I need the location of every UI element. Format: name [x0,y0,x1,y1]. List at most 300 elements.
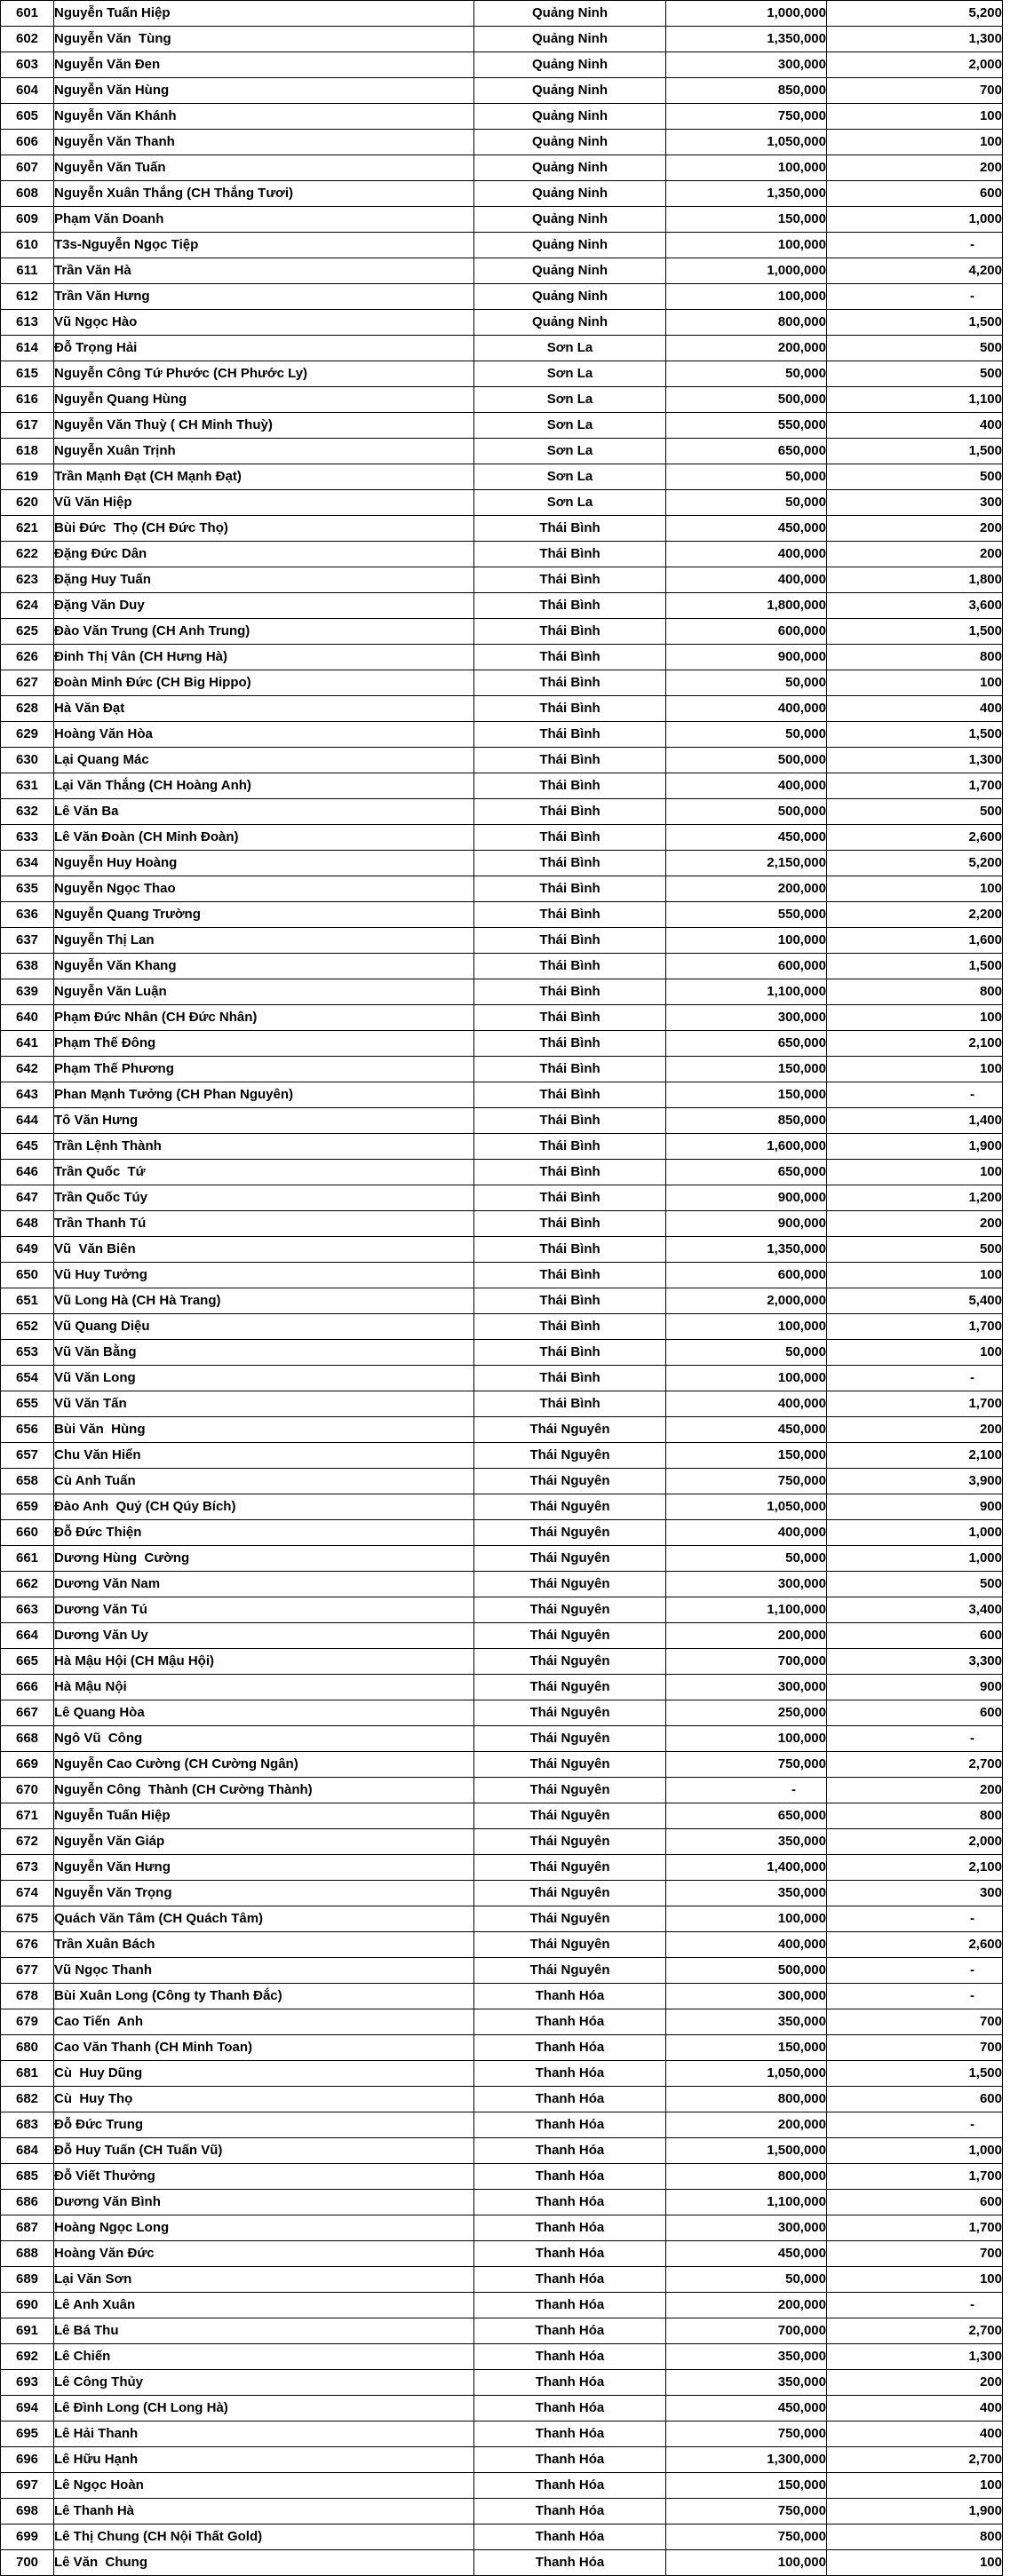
amount-cell: 600,000 [666,954,827,979]
table-row [1,52,1003,78]
amount-cell: 100,000 [666,155,827,181]
table-row [1,516,1003,542]
row-number-cell: 643 [1,1082,54,1108]
province-cell: Thái Bình [474,1366,666,1391]
table-row [1,1984,1003,2009]
name-cell: Phạm Thế Đông [54,1031,474,1057]
table-row [1,1803,1003,1829]
amount-cell: 350,000 [666,1881,827,1906]
name-cell: Lại Văn Thắng (CH Hoàng Anh) [54,773,474,799]
amount-cell: 150,000 [666,207,827,233]
secondary-amount-cell: 200 [827,1778,1003,1803]
amount-cell: 1,500,000 [666,2138,827,2164]
amount-cell: 300,000 [666,52,827,78]
province-cell: Thái Bình [474,902,666,928]
row-number-cell: 652 [1,1314,54,1340]
name-cell: Lê Thị Chung (CH Nội Thất Gold) [54,2524,474,2550]
name-cell: Lê Đình Long (CH Long Hà) [54,2396,474,2421]
amount-cell: 1,600,000 [666,1134,827,1160]
secondary-amount-cell: 100 [827,1263,1003,1288]
row-number-cell: 685 [1,2164,54,2190]
row-number-cell: 611 [1,258,54,284]
secondary-amount-cell: 700 [827,78,1003,104]
amount-cell: 50,000 [666,1546,827,1572]
province-cell: Thái Bình [474,619,666,645]
amount-cell: 300,000 [666,1675,827,1700]
amount-cell: 100,000 [666,1366,827,1391]
table-row [1,876,1003,902]
secondary-amount-cell: 100 [827,876,1003,902]
row-number-cell: 669 [1,1752,54,1778]
row-number-cell: 618 [1,439,54,464]
name-cell: Vũ Văn Hiệp [54,490,474,516]
name-cell: Phạm Thế Phương [54,1057,474,1082]
row-number-cell: 651 [1,1288,54,1314]
province-cell: Thái Nguyên [474,1932,666,1958]
amount-cell: 150,000 [666,2035,827,2061]
secondary-amount-cell: 4,200 [827,258,1003,284]
amount-cell: 50,000 [666,490,827,516]
name-cell: Vũ Văn Tấn [54,1391,474,1417]
row-number-cell: 655 [1,1391,54,1417]
secondary-amount-cell: 1,700 [827,1391,1003,1417]
row-number-cell: 644 [1,1108,54,1134]
province-cell: Thái Bình [474,1391,666,1417]
table-row [1,439,1003,464]
table-row [1,2164,1003,2190]
province-cell: Quảng Ninh [474,27,666,52]
name-cell: Hà Mậu Hội (CH Mậu Hội) [54,1649,474,1675]
province-cell: Thái Bình [474,670,666,696]
name-cell: Lê Văn Ba [54,799,474,825]
row-number-cell: 623 [1,567,54,593]
amount-cell: 750,000 [666,104,827,130]
secondary-amount-cell: 5,200 [827,851,1003,876]
amount-cell: 100,000 [666,1314,827,1340]
table-row [1,2499,1003,2524]
secondary-amount-cell: 100 [827,1160,1003,1185]
row-number-cell: 609 [1,207,54,233]
table-row [1,1675,1003,1700]
province-cell: Thái Nguyên [474,1546,666,1572]
name-cell: Vũ Ngọc Hào [54,310,474,336]
table-row [1,1520,1003,1546]
row-number-cell: 613 [1,310,54,336]
amount-cell: 1,350,000 [666,1237,827,1263]
name-cell: Nguyễn Tuấn Hiệp [54,1803,474,1829]
name-cell: Đặng Huy Tuấn [54,567,474,593]
amount-cell: 300,000 [666,1572,827,1597]
province-cell: Thái Bình [474,851,666,876]
name-cell: Chu Văn Hiển [54,1443,474,1469]
amount-cell: 150,000 [666,1057,827,1082]
province-cell: Thanh Hóa [474,2473,666,2499]
row-number-cell: 604 [1,78,54,104]
row-number-cell: 641 [1,1031,54,1057]
name-cell: Vũ Văn Biên [54,1237,474,1263]
amount-cell: 1,100,000 [666,979,827,1005]
name-cell: Bùi Xuân Long (Công ty Thanh Đắc) [54,1984,474,2009]
name-cell: Lê Công Thủy [54,2370,474,2396]
table-row [1,619,1003,645]
name-cell: Hoàng Văn Đức [54,2241,474,2267]
row-number-cell: 693 [1,2370,54,2396]
row-number-cell: 620 [1,490,54,516]
name-cell: Nguyễn Văn Hùng [54,78,474,104]
table-row [1,593,1003,619]
amount-cell: - [666,1778,827,1803]
province-cell: Thanh Hóa [474,2524,666,2550]
secondary-amount-cell: - [827,1082,1003,1108]
table-row [1,748,1003,773]
secondary-amount-cell: 2,100 [827,1443,1003,1469]
table-row [1,2293,1003,2318]
row-number-cell: 619 [1,464,54,490]
table-row [1,336,1003,361]
table-row [1,567,1003,593]
province-cell: Sơn La [474,413,666,439]
province-cell: Thái Nguyên [474,1572,666,1597]
row-number-cell: 637 [1,928,54,954]
row-number-cell: 700 [1,2550,54,2576]
name-cell: Nguyễn Xuân Thắng (CH Thắng Tươi) [54,181,474,207]
table-row [1,207,1003,233]
name-cell: Hoàng Văn Hòa [54,722,474,748]
province-cell: Thái Nguyên [474,1855,666,1881]
secondary-amount-cell: 1,800 [827,567,1003,593]
name-cell: Trần Quốc Túy [54,1185,474,1211]
province-cell: Thanh Hóa [474,2318,666,2344]
secondary-amount-cell: 600 [827,2087,1003,2112]
province-cell: Thái Nguyên [474,1829,666,1855]
secondary-amount-cell: 2,000 [827,52,1003,78]
secondary-amount-cell: 1,100 [827,387,1003,413]
secondary-amount-cell: 5,400 [827,1288,1003,1314]
table-row [1,1108,1003,1134]
secondary-amount-cell: 1,500 [827,722,1003,748]
row-number-cell: 675 [1,1906,54,1932]
secondary-amount-cell: 2,000 [827,1829,1003,1855]
province-cell: Thái Nguyên [474,1597,666,1623]
name-cell: Nguyễn Công Tứ Phước (CH Phước Ly) [54,361,474,387]
name-cell: Cù Huy Dũng [54,2061,474,2087]
table-row [1,954,1003,979]
amount-cell: 100,000 [666,233,827,258]
name-cell: T3s-Nguyễn Ngọc Tiệp [54,233,474,258]
secondary-amount-cell: 2,700 [827,1752,1003,1778]
secondary-amount-cell: 600 [827,1700,1003,1726]
amount-cell: 50,000 [666,2267,827,2293]
table-row [1,1469,1003,1494]
amount-cell: 800,000 [666,2164,827,2190]
province-cell: Sơn La [474,439,666,464]
province-cell: Thái Nguyên [474,1649,666,1675]
province-cell: Thái Bình [474,1340,666,1366]
secondary-amount-cell: 500 [827,799,1003,825]
table-row [1,464,1003,490]
amount-cell: 500,000 [666,799,827,825]
secondary-amount-cell: - [827,1366,1003,1391]
secondary-amount-cell: 600 [827,181,1003,207]
amount-cell: 100,000 [666,1726,827,1752]
province-cell: Thanh Hóa [474,2164,666,2190]
province-cell: Thanh Hóa [474,2447,666,2473]
name-cell: Trần Văn Hưng [54,284,474,310]
amount-cell: 50,000 [666,722,827,748]
name-cell: Nguyễn Thị Lan [54,928,474,954]
name-cell: Nguyễn Tuấn Hiệp [54,1,474,27]
name-cell: Vũ Văn Bằng [54,1340,474,1366]
province-cell: Thanh Hóa [474,2396,666,2421]
table-row [1,155,1003,181]
table-row [1,1,1003,27]
amount-cell: 100,000 [666,1906,827,1932]
amount-cell: 500,000 [666,1958,827,1984]
province-cell: Thanh Hóa [474,2344,666,2370]
name-cell: Bùi Đức Thọ (CH Đức Thọ) [54,516,474,542]
secondary-amount-cell: 500 [827,336,1003,361]
row-number-cell: 628 [1,696,54,722]
province-cell: Thanh Hóa [474,2061,666,2087]
secondary-amount-cell: 500 [827,1572,1003,1597]
row-number-cell: 689 [1,2267,54,2293]
table-row [1,233,1003,258]
table-row [1,1237,1003,1263]
secondary-amount-cell: 1,000 [827,207,1003,233]
table-row [1,1726,1003,1752]
table-row [1,696,1003,722]
amount-cell: 650,000 [666,1803,827,1829]
name-cell: Lê Anh Xuân [54,2293,474,2318]
secondary-amount-cell: 2,700 [827,2447,1003,2473]
amount-cell: 850,000 [666,78,827,104]
province-cell: Thái Bình [474,1288,666,1314]
secondary-amount-cell: - [827,284,1003,310]
row-number-cell: 682 [1,2087,54,2112]
row-number-cell: 688 [1,2241,54,2267]
row-number-cell: 664 [1,1623,54,1649]
row-number-cell: 680 [1,2035,54,2061]
amount-cell: 700,000 [666,2318,827,2344]
secondary-amount-cell: 1,300 [827,748,1003,773]
secondary-amount-cell: 200 [827,155,1003,181]
table-row [1,27,1003,52]
amount-cell: 500,000 [666,748,827,773]
name-cell: Nguyễn Quang Hùng [54,387,474,413]
name-cell: Phạm Văn Doanh [54,207,474,233]
province-cell: Thanh Hóa [474,2267,666,2293]
secondary-amount-cell: 300 [827,1881,1003,1906]
province-cell: Thái Bình [474,516,666,542]
amount-cell: 200,000 [666,1623,827,1649]
name-cell: Đỗ Trọng Hải [54,336,474,361]
row-number-cell: 635 [1,876,54,902]
table-row [1,2112,1003,2138]
name-cell: Hà Mậu Nội [54,1675,474,1700]
secondary-amount-cell: 500 [827,361,1003,387]
row-number-cell: 648 [1,1211,54,1237]
table-row [1,1340,1003,1366]
secondary-amount-cell: 900 [827,1494,1003,1520]
secondary-amount-cell: 300 [827,490,1003,516]
province-cell: Thái Nguyên [474,1417,666,1443]
row-number-cell: 661 [1,1546,54,1572]
row-number-cell: 642 [1,1057,54,1082]
row-number-cell: 671 [1,1803,54,1829]
secondary-amount-cell: 3,900 [827,1469,1003,1494]
name-cell: Nguyễn Văn Tùng [54,27,474,52]
name-cell: Lại Văn Sơn [54,2267,474,2293]
secondary-amount-cell: 3,300 [827,1649,1003,1675]
table-row [1,1005,1003,1031]
amount-cell: 550,000 [666,902,827,928]
amount-cell: 1,050,000 [666,1494,827,1520]
name-cell: Trần Xuân Bách [54,1932,474,1958]
table-row [1,1829,1003,1855]
province-cell: Thái Bình [474,1211,666,1237]
province-cell: Thái Bình [474,645,666,670]
province-cell: Thái Nguyên [474,1881,666,1906]
province-cell: Sơn La [474,361,666,387]
amount-cell: 100,000 [666,284,827,310]
secondary-amount-cell: 500 [827,1237,1003,1263]
province-cell: Thái Bình [474,1263,666,1288]
province-cell: Thái Bình [474,773,666,799]
table-row [1,1700,1003,1726]
row-number-cell: 629 [1,722,54,748]
amount-cell: 400,000 [666,567,827,593]
row-number-cell: 665 [1,1649,54,1675]
name-cell: Nguyễn Huy Hoàng [54,851,474,876]
row-number-cell: 631 [1,773,54,799]
name-cell: Lê Hải Thanh [54,2421,474,2447]
amount-cell: 50,000 [666,464,827,490]
name-cell: Lê Văn Đoàn (CH Minh Đoàn) [54,825,474,851]
name-cell: Vũ Ngọc Thanh [54,1958,474,1984]
name-cell: Cao Văn Thanh (CH Minh Toan) [54,2035,474,2061]
secondary-amount-cell: 3,600 [827,593,1003,619]
row-number-cell: 676 [1,1932,54,1958]
province-cell: Thái Bình [474,748,666,773]
name-cell: Phạm Đức Nhân (CH Đức Nhân) [54,1005,474,1031]
row-number-cell: 616 [1,387,54,413]
table-row [1,387,1003,413]
province-cell: Thanh Hóa [474,2499,666,2524]
amount-cell: 450,000 [666,2396,827,2421]
name-cell: Dương Văn Tú [54,1597,474,1623]
table-row [1,2344,1003,2370]
name-cell: Lê Quang Hòa [54,1700,474,1726]
name-cell: Nguyễn Văn Khánh [54,104,474,130]
province-cell: Thanh Hóa [474,2550,666,2576]
name-cell: Phan Mạnh Tưởng (CH Phan Nguyên) [54,1082,474,1108]
secondary-amount-cell: 400 [827,2421,1003,2447]
table-row [1,2138,1003,2164]
secondary-amount-cell: 5,200 [827,1,1003,27]
province-cell: Thanh Hóa [474,2087,666,2112]
province-cell: Thái Bình [474,1031,666,1057]
amount-cell: 1,400,000 [666,1855,827,1881]
secondary-amount-cell: 1,500 [827,2061,1003,2087]
name-cell: Ngô Vũ Công [54,1726,474,1752]
secondary-amount-cell: 3,400 [827,1597,1003,1623]
amount-cell: 750,000 [666,1469,827,1494]
secondary-amount-cell: 2,100 [827,1031,1003,1057]
amount-cell: 350,000 [666,2370,827,2396]
table-row [1,2524,1003,2550]
name-cell: Lại Quang Mác [54,748,474,773]
row-number-cell: 694 [1,2396,54,2421]
province-cell: Quảng Ninh [474,258,666,284]
name-cell: Cù Anh Tuấn [54,1469,474,1494]
row-number-cell: 649 [1,1237,54,1263]
province-cell: Thái Bình [474,1185,666,1211]
table-body [1,1,1003,2576]
amount-cell: 1,050,000 [666,130,827,155]
province-cell: Thanh Hóa [474,2215,666,2241]
amount-cell: 850,000 [666,1108,827,1134]
name-cell: Đỗ Đức Thiện [54,1520,474,1546]
row-number-cell: 612 [1,284,54,310]
secondary-amount-cell: 1,900 [827,1134,1003,1160]
province-cell: Sơn La [474,464,666,490]
amount-cell: 900,000 [666,1185,827,1211]
row-number-cell: 662 [1,1572,54,1597]
amount-cell: 550,000 [666,413,827,439]
amount-cell: 200,000 [666,876,827,902]
row-number-cell: 654 [1,1366,54,1391]
name-cell: Vũ Huy Tưởng [54,1263,474,1288]
table-row [1,1134,1003,1160]
name-cell: Trần Văn Hà [54,258,474,284]
secondary-amount-cell: - [827,1984,1003,2009]
row-number-cell: 691 [1,2318,54,2344]
amount-cell: 1,050,000 [666,2061,827,2087]
amount-cell: 400,000 [666,1520,827,1546]
table-row [1,2370,1003,2396]
province-cell: Thái Bình [474,542,666,567]
row-number-cell: 667 [1,1700,54,1726]
row-number-cell: 687 [1,2215,54,2241]
name-cell: Nguyễn Văn Luận [54,979,474,1005]
table-row [1,670,1003,696]
name-cell: Nguyễn Quang Trường [54,902,474,928]
secondary-amount-cell: 1,500 [827,954,1003,979]
row-number-cell: 615 [1,361,54,387]
row-number-cell: 650 [1,1263,54,1288]
province-cell: Thái Bình [474,567,666,593]
table-row [1,2447,1003,2473]
table-row [1,310,1003,336]
secondary-amount-cell: 800 [827,979,1003,1005]
table-row [1,979,1003,1005]
province-cell: Quảng Ninh [474,181,666,207]
secondary-amount-cell: 1,900 [827,2499,1003,2524]
amount-cell: 1,000,000 [666,258,827,284]
province-cell: Quảng Ninh [474,52,666,78]
province-cell: Sơn La [474,387,666,413]
table-row [1,130,1003,155]
province-cell: Thái Bình [474,696,666,722]
table-row [1,2035,1003,2061]
amount-cell: 350,000 [666,1829,827,1855]
amount-cell: 2,150,000 [666,851,827,876]
name-cell: Quách Văn Tâm (CH Quách Tâm) [54,1906,474,1932]
secondary-amount-cell: 2,100 [827,1855,1003,1881]
secondary-amount-cell: 100 [827,1340,1003,1366]
table-row [1,2550,1003,2576]
name-cell: Lê Ngọc Hoàn [54,2473,474,2499]
